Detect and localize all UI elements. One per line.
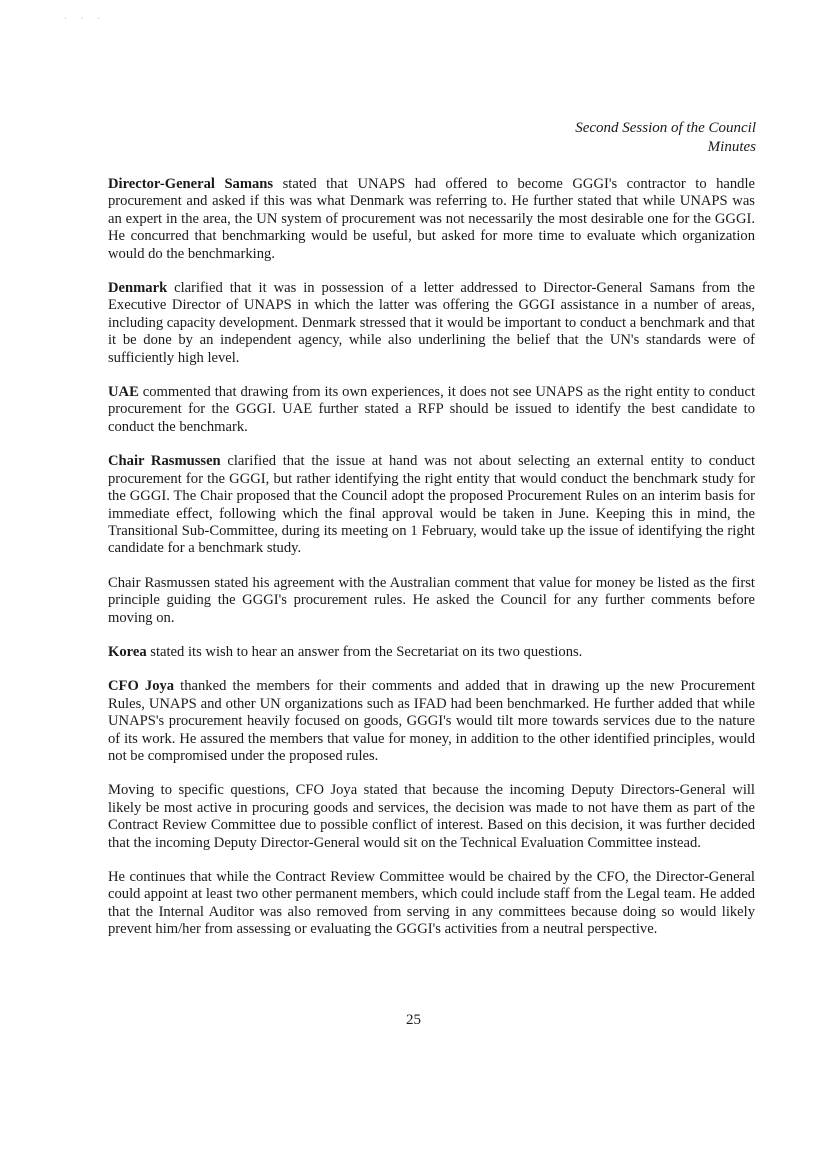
paragraph [108, 678, 755, 765]
scan-artifact: · · · [64, 14, 106, 23]
paragraph-text: commented that drawing from its own experiences, it does not see UNAPS as the right entity to conduct procurement for the GGGI. UAE further stated a RFP should be issued to identify the best candidate to conduct the benchmark. [108, 384, 755, 435]
paragraph-text: stated its wish to hear an answer from the Secretariat on its two questions. [146, 643, 583, 660]
paragraph [108, 644, 755, 661]
speaker-name: Director-General Samans [108, 176, 274, 192]
speaker-name: CFO Joya [108, 678, 175, 695]
paragraph [108, 782, 755, 852]
paragraph [108, 280, 755, 367]
speaker-name: Korea [108, 643, 147, 660]
paragraph [108, 453, 755, 557]
paragraph-text: clarified that it was in possession of a letter addressed to Director-General Samans from the Executive Director of UNAPS in which the latter was offering the GGGI assistance in a number of areas, including capacity development. Denmark stressed that it would be important to conduct a benchmark and that it be done by an independent agency, while also underlining the belief that the UN's standards were of sufficiently high level. [108, 280, 755, 366]
page-number: 25 [406, 1012, 421, 1028]
paragraph-text: Moving to specific questions, CFO Joya stated that because the incoming Deputy Directors-General will likely be most active in procuring goods and services, the decision was made to not have them as part of the Contract Review Committee due to possible conflict of interest. Based on this decision, it was further decided that the incoming Deputy Director-General would sit on the Technical Evaluation Committee instead. [108, 782, 755, 851]
speaker-name: UAE [108, 384, 139, 401]
header-session-title: Second Session of the Council [575, 120, 756, 136]
speaker-name: Denmark [108, 280, 168, 297]
speaker-name: Chair Rasmussen [108, 453, 221, 470]
paragraph-text: stated that UNAPS had offered to become GGGI's contractor to handle procurement and asked if this was what Denmark was referring to. He further stated that while UNAPS was an expert in the area, the UN system of procurement was not necessarily the most desirable one for the GGGI. He concurred that benchmarking would be useful, but asked for more time to evaluate which organization would do the benchmarking. [108, 176, 755, 262]
paragraph-text: clarified that the issue at hand was not about selecting an external entity to conduct procurement for the GGGI, but rather identifying the right entity that would conduct the benchmark study for the GGGI. The Chair proposed that the Council adopt the proposed Procurement Rules on an interim basis for immediate effect, following which the final approval would be taken in June. Keeping this in mind, the Transitional Sub-Committee, during its meeting on 1 February, would take up the issue of identifying the right candidate for a benchmark study. [108, 453, 755, 557]
paragraph [108, 575, 755, 627]
minutes-body [108, 176, 755, 956]
paragraph [108, 869, 755, 939]
paragraph-text: thanked the members for their comments and added that in drawing up the new Procurement Rules, UNAPS and other UN organizations such as IFAD had been benchmarked. He further added that while UNAPS's procurement heavily focused on goods, GGGI's would tilt more towards services due to the nature of its work. He assured the members that value for money, in addition to the other identified principles, would not be compromised under the proposed rules. [108, 678, 755, 764]
header-section-label: Minutes [707, 139, 756, 155]
running-header [575, 119, 756, 157]
paragraph [108, 176, 755, 263]
paragraph [108, 384, 755, 436]
paragraph-text: He continues that while the Contract Review Committee would be chaired by the CFO, the Director-General could appoint at least two other permanent members, which could include staff from the Legal team. He added that the Internal Auditor was also removed from serving in any committees because doing so would likely prevent him/her from assessing or evaluating the GGGI's activities from a neutral perspective. [108, 869, 755, 938]
paragraph-text: Chair Rasmussen stated his agreement with the Australian comment that value for money be listed as the first principle guiding the GGGI's procurement rules. He asked the Council for any further comments before moving on. [108, 574, 755, 626]
